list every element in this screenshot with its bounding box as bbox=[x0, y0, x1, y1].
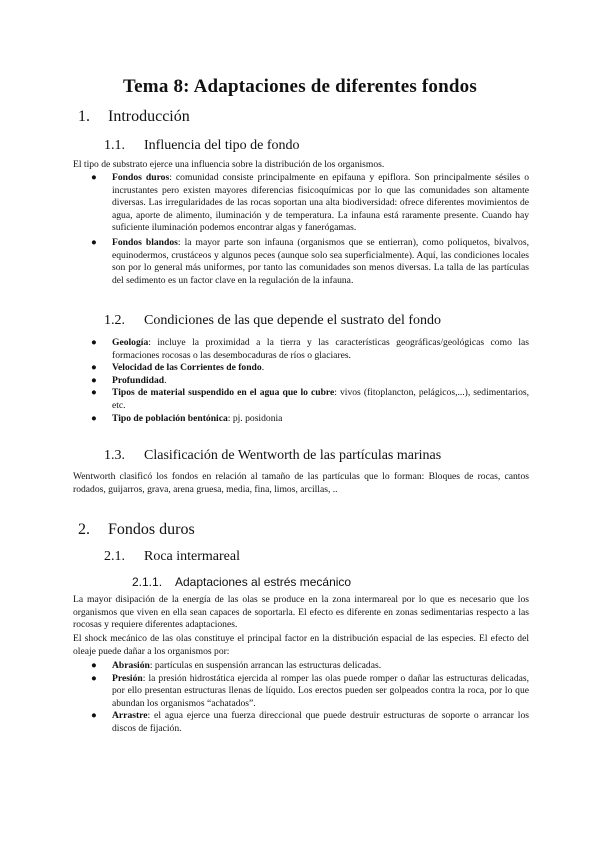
bullet-icon: ● bbox=[91, 236, 97, 248]
section-title: Influencia del tipo de fondo bbox=[144, 138, 300, 153]
bullet-icon: ● bbox=[91, 387, 97, 399]
paragraph: El shock mecánico de las olas constituye el principal factor en la distribución espacial de las especies. El efecto del oleaje puede dañar a los organismos por: bbox=[73, 633, 529, 657]
section-1-3-heading bbox=[104, 448, 441, 464]
bullet-list bbox=[91, 660, 529, 736]
list-item bbox=[91, 337, 529, 362]
list-item-text: : el agua ejerce una fuerza direccional que puede destruir estructuras de soporte o arrancar los discos de fijación. bbox=[112, 710, 529, 734]
list-item bbox=[91, 413, 529, 426]
bullet-icon: ● bbox=[91, 660, 97, 671]
list-item bbox=[91, 375, 529, 388]
paragraph: El tipo de substrato ejerce una influencia sobre la distribución de los organismos. bbox=[73, 159, 385, 170]
section-number: 2.1.1. bbox=[132, 575, 163, 589]
section-number: 1.2. bbox=[104, 313, 125, 328]
section-2-heading bbox=[78, 521, 195, 539]
list-item bbox=[91, 362, 529, 375]
section-number: 2.1. bbox=[104, 549, 125, 564]
section-title: Introducción bbox=[108, 108, 190, 125]
list-item bbox=[91, 387, 529, 412]
section-number: 1. bbox=[78, 108, 90, 125]
paragraph: La mayor disipación de la energía de las olas se produce en la zona intermareal por lo que es necesario que los organismos que viven en ella sean capaces de soportarla. El efecto es diferente en zonas sedimentarias respecto a las rocosas y requiere diferentes adaptaciones. bbox=[73, 594, 529, 631]
bullet-icon: ● bbox=[91, 172, 97, 183]
list-item-text: : la mayor parte son infauna (organismos que se entierran), como poliquetos, bivalvos, equinodermos, crustáceos y algunos peces (aunque solo sea superficialmente). Aquí, las condiciones locales son por lo general más uniformes, por tanto las comunidades son menos diversas. La talla de las partículas del sedimento es un factor clave en la regulación de la infauna. bbox=[112, 236, 529, 286]
list-item-term: Velocidad de las Corrientes de fondo bbox=[112, 362, 262, 374]
list-item-term: Geología bbox=[112, 337, 149, 348]
bullet-list bbox=[91, 172, 529, 287]
section-2-1-heading bbox=[104, 549, 240, 565]
bullet-icon: ● bbox=[91, 374, 97, 386]
list-item-text: . bbox=[164, 374, 167, 386]
list-item-term: Tipos de material suspendido en el agua que lo cubre bbox=[112, 387, 335, 399]
list-item bbox=[91, 660, 529, 673]
list-item bbox=[91, 710, 529, 735]
section-title: Adaptaciones al estrés mecánico bbox=[175, 575, 352, 589]
list-item-text: : pj. posidonia bbox=[227, 412, 283, 424]
section-title: Clasificación de Wentworth de las partículas marinas bbox=[144, 448, 442, 463]
section-1-heading bbox=[78, 108, 190, 126]
bullet-icon: ● bbox=[91, 412, 97, 424]
list-item bbox=[91, 673, 529, 711]
paragraph: Wentworth clasificó los fondos en relación al tamaño de las partículas que lo forman: Bloques de rocas, cantos rodados, guijarros, grava, arena gruesa, media, fina, limos, arcillas, .. bbox=[73, 471, 529, 495]
section-title: Fondos duros bbox=[108, 521, 195, 538]
list-item-text: : comunidad consiste principalmente en epifauna y epiflora. Son principalmente sésiles o incrustantes pero existen mayores diferencias fisicoquímicas por lo que las comunidades son altamente diversas. Las irregularidades de las rocas soportan una alta biodiversidad: ofrece diferentes movimientos de agua, aporte de alimento, iluminación y de temperatura. La infauna está raramente presente. Cuando hay suficiente iluminación podemos encontrar algas y fanerógamas. bbox=[112, 172, 529, 234]
list-item-term: Abrasión bbox=[112, 660, 150, 671]
list-item-text: : partículas en suspensión arrancan las estructuras delicadas. bbox=[149, 660, 382, 671]
bullet-icon: ● bbox=[91, 362, 97, 374]
list-item-term: Arrastre bbox=[112, 710, 148, 722]
section-number: 2. bbox=[78, 521, 90, 538]
section-2-1-1-heading bbox=[132, 575, 351, 589]
section-1-2-heading bbox=[104, 313, 441, 329]
list-item-term: Fondos duros bbox=[112, 172, 170, 183]
list-item-text: . bbox=[261, 362, 265, 374]
bullet-icon: ● bbox=[91, 672, 97, 684]
section-title: Condiciones de las que depende el sustrato del fondo bbox=[144, 313, 442, 328]
list-item-term: Tipo de población bentónica bbox=[112, 412, 228, 424]
list-item-term: Profundidad bbox=[112, 374, 165, 386]
list-item bbox=[91, 237, 529, 287]
list-item-text: : vivos (fitoplancton, pelágicos,...), sedimentarios, etc. bbox=[112, 387, 529, 411]
section-number: 1.1. bbox=[104, 138, 125, 153]
section-title: Roca intermareal bbox=[144, 549, 241, 564]
list-item-term: Fondos blandos bbox=[112, 236, 178, 248]
page-title: Tema 8: Adaptaciones de diferentes fondos bbox=[123, 76, 477, 97]
list-item bbox=[91, 172, 529, 235]
list-item-text: : la presión hidrostática ejercida al romper las olas puede romper o dañar las estructuras delicadas, por ello presentan estructuras llenas de líquido. Los erectos pueden ser golpeados contra la roca, por lo que abundan los organismos “achatados”. bbox=[112, 672, 529, 709]
bullet-icon: ● bbox=[91, 710, 97, 722]
list-item-text: : incluye la proximidad a la tierra y las características geográficas/geológicas como las formaciones rocosas o las desembocaduras de ríos o glaciares. bbox=[112, 337, 529, 361]
bullet-list bbox=[91, 337, 529, 425]
list-item-term: Presión bbox=[112, 672, 143, 684]
bullet-icon: ● bbox=[91, 337, 97, 348]
section-1-1-heading bbox=[104, 138, 300, 154]
section-number: 1.3. bbox=[104, 448, 125, 463]
